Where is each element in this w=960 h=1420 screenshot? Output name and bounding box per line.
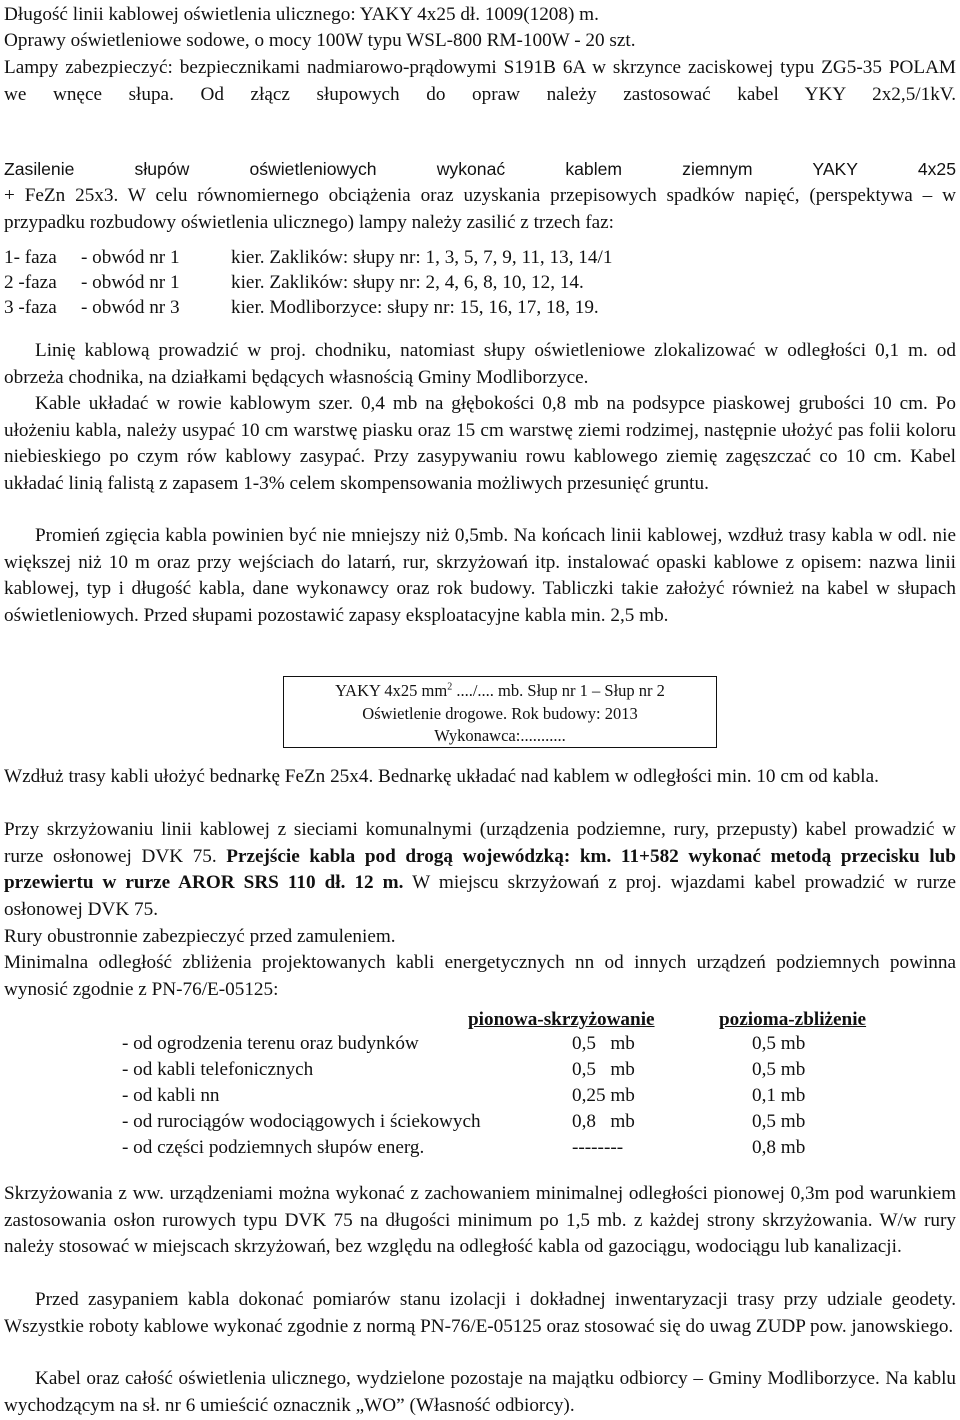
cable-label-line1: YAKY 4x25 $mm^2$ ..../.... mb. Słup nr 1 – Słup nr 2 [335,681,665,700]
header-vertical: pionowa-skrzyżowanie [468,1009,655,1030]
row-vertical: 0,5 mb [572,1059,635,1080]
protection-paragraph: Lampy zabezpieczyć: bezpiecznikami nadmiarowo-prądowymi S191B 6A w skrzynce zaciskowej typu ZG5-35 POLAM we wnęce słupa. Od złącz słupowych do opraw należy zastosować kabel YKY 2x2,5/1kV. [4,57,956,105]
phase-location: kier. Modliborzyce: słupy nr: 15, 16, 17, 18, 19. [231,297,599,318]
phase-circuit: - obwód nr 1 [81,247,180,268]
phase-label: 1- faza [4,247,57,268]
cable-label-line2: Oświetlenie drogowe. Rok budowy: 2013 [362,703,638,723]
row-horizontal: 0,5 mb [752,1033,806,1054]
crossings-paragraph: Skrzyżowania z ww. urządzeniami można wykonać z zachowaniem minimalnej odległości pionowej 0,3m pod warunkiem zastosowania osłon rurowych typu DVK 75 na długości minimum po 1,5 mb. z każdej strony skrzyżowania. W/w rury należy stosować w miejscach skrzyżowań, bez względu na odległość kabla od gazociągu, wodociągu lub kanalizacji. [4,1183,956,1257]
crossing-paragraph: Przy skrzyżowaniu linii kablowej z sieciami komunalnymi (urządzenia podziemne, rury, przepusty) kabel prowadzić w rurze osłonowej DVK 75. Przejście kabla pod drogą wojewódzką: km. 11+582 wykonać metodą przecisku lub przewiertu w rurze AROR SRS 110 dł. 12 m. W miejscu skrzyżowań z proj. wjazdami kabel prowadzić w rurze osłonowej DVK 75. [4,819,957,920]
ownership-paragraph: Kabel oraz całość oświetlenia ulicznego, wydzielone pozostaje na majątku odbiorcy – Gminy Modliborzyce. Na kablu wychodzącym na sł. nr 6 umieścić oznacznik „WO” (Własność odbiorcy). [4,1368,956,1416]
luminaires-line: Oprawy oświetleniowe sodowe, o mocy 100W typu WSL-800 RM-100W - 20 szt. [4,30,636,51]
row-vertical: 0,25 mb [572,1085,635,1106]
phase-label: 2 -faza [4,272,57,293]
tape-paragraph: Wzdłuż trasy kabli ułożyć bednarkę FeZn 25x4. Bednarkę układać nad kablem w odległości min. 10 cm od kabla. [4,766,879,787]
supply-paragraph: + FeZn 25x3. W celu równomiernego obciążenia oraz uzyskania przepisowych spadków napięć, (perspektywa – w przypadku rozbudowy oświetlenia ulicznego) lampy należy zasilić z trzech faz: [4,185,956,233]
cable-route-paragraph: Linię kablową prowadzić w proj. chodniku, natomiast słupy oświetleniowe zlokalizować w odległości 0,1 m. od obrzeża chodnika, na działkami będących własnością Gminy Modliborzyce. [4,340,956,388]
row-label: - od kabli telefonicznych [122,1059,314,1080]
header-horizontal: pozioma-zbliżenie [719,1009,867,1030]
row-horizontal: 0,5 mb [752,1059,806,1080]
phase-location: kier. Zaklików: słupy nr: 1, 3, 5, 7, 9, 11, 13, 14/1 [231,247,613,268]
row-horizontal: 0,5 mb [752,1111,806,1132]
cable-label-box [283,676,717,748]
row-label: - od części podziemnych słupów energ. [122,1137,425,1158]
min-distance-paragraph: Minimalna odległość zbliżenia projektowanych kabli energetycznych nn od innych urządzeń podziemnych powinna wynosić zgodnie z PN-76/E-05125: [4,952,956,1000]
cable-label-line3: Wykonawca:........... [434,726,566,745]
row-label: - od kabli nn [122,1085,220,1106]
row-vertical: 0,5 mb [572,1033,635,1054]
laying-paragraph: Kable układać w rowie kablowym szer. 0,4 mb na głębokości 0,8 mb na podsypce piaskowej grubości 10 cm. Po ułożeniu kabla, należy usypać 10 cm warstwę piasku oraz 15 cm warstwę ziemi rodzimej, następnie ułożyć pas folii koloru niebieskiego po czym rów kablowy zasypać. Przy zasypywaniu rowu kablowego ziemię zagęszczać co 10 cm. Kabel układać linią falistą z zapasem 1-3% celem skompensowania możliwych przesunięć gruntu. [4,393,956,494]
row-vertical: -------- [572,1137,624,1158]
row-label: - od rurociągów wodociągowych i ściekowych [122,1111,481,1132]
cable-length-line: Długość linii kablowej oświetlenia ulicznego: YAKY 4x25 dł. 1009(1208) m. [4,4,599,25]
phase-row [4,270,584,296]
row-label: - od ogrodzenia terenu oraz budynków [122,1033,419,1054]
phase-location: kier. Zaklików: słupy nr: 2, 4, 6, 8, 10, 12, 14. [231,272,584,293]
phase-circuit: - obwód nr 3 [81,297,180,318]
phase-circuit: - obwód nr 1 [81,272,180,293]
row-horizontal: 0,8 mb [752,1137,806,1158]
phase-row [4,245,613,271]
bending-paragraph: Promień zgięcia kabla powinien być nie mniejszy niż 0,5mb. Na końcach linii kablowej, wzdłuż trasy kabla w odl. nie większej niż 10 m oraz przy wejściach do latarń, rur, skrzyżowań itp. instalować opaski kablowe z opisem: nazwa linii kablowej, typ i długość kabla, dane wykonawcy oraz rok budowy. Tabliczki takie założyć również na kabel w słupach oświetleniowych. Przed słupami pozostawić zapasy eksploatacyjne kabla min. 2,5 mb. [4,525,956,626]
phase-row [4,295,599,321]
row-horizontal: 0,1 mb [752,1085,806,1106]
phase-label: 3 -faza [4,297,57,318]
measurements-paragraph: Przed zasypaniem kabla dokonać pomiarów stanu izolacji i dokładnej inwentaryzacji trasy przy udziale geodety. Wszystkie roboty kablowe wykonać zgodnie z normą PN-76/E-05125 oraz stosować się do uwag ZUDP pow. janowskiego. [4,1289,956,1337]
supply-first-line: Zasilenie słupów oświetleniowych wykonać kablem ziemnym YAKY 4x25 [4,159,956,179]
pipes-line: Rury obustronnie zabezpieczyć przed zamuleniem. [4,926,396,947]
row-vertical: 0,8 mb [572,1111,635,1132]
road-crossing-bold: Przejście kabla pod drogą wojewódzką: km. 11+582 wykonać metodą przecisku lub przewiertu w rurze AROR SRS 110 dł. 12 m. [4,845,956,893]
